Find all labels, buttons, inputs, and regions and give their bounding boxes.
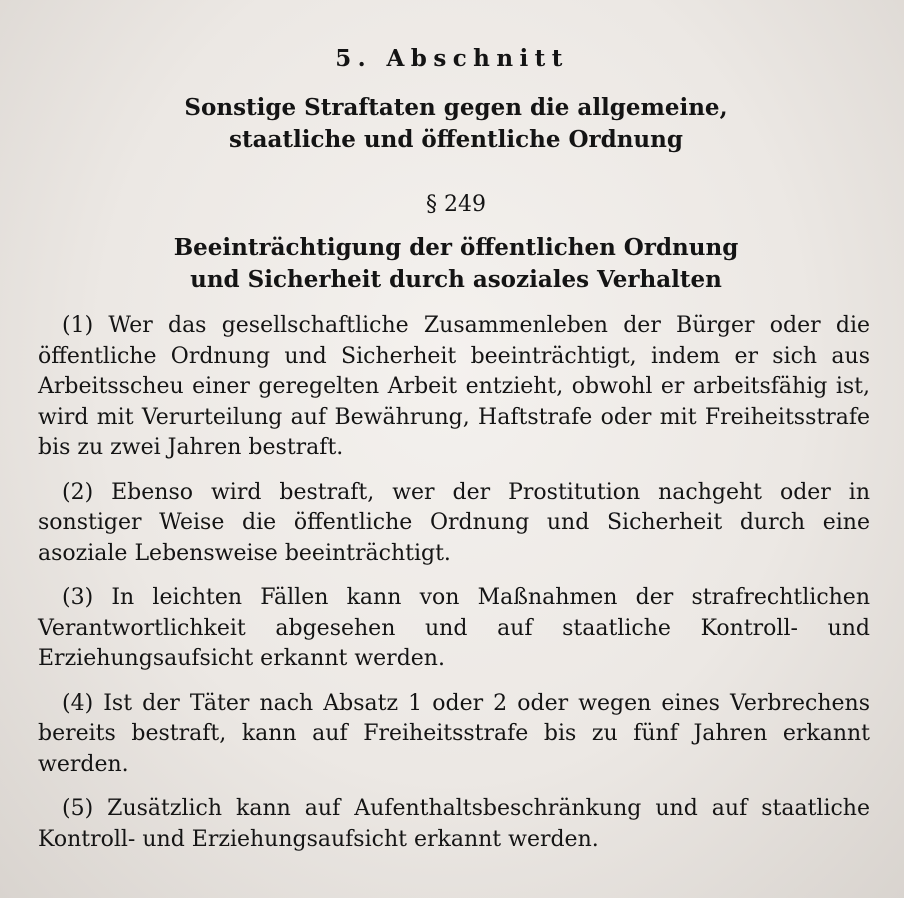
section-subtitle-line-1: Sonstige Straftaten gegen die allgemeine, — [184, 94, 728, 121]
section-subtitle — [0, 92, 904, 156]
paragraph-number: § 249 — [426, 192, 486, 217]
paragraph-heading-line-1: Beeinträchtigung der öffentlichen Ordnung — [173, 234, 739, 261]
clause-4: (4) Ist der Täter nach Absatz 1 oder 2 oder wegen eines Verbrechens bereits bestraft, kann auf Freiheitsstrafe bis zu fünf Jahren erkannt werden. — [38, 690, 870, 777]
paragraph-heading-line-2: und Sicherheit durch asoziales Verhalten — [190, 266, 722, 293]
clause-1: (1) Wer das gesellschaftliche Zusammenleben der Bürger oder die öffentliche Ordnung und Sicherheit beeinträchtigt, indem er sich aus Arbeitsscheu einer geregelten Arbeit entzieht, obwohl er arbeitsfähig ist, wird mit Verurteilung auf Bewährung, Haftstrafe oder mit Freiheitsstrafe bis zu zwei Jahren bestraft. — [38, 313, 870, 460]
section-subtitle-line-2: staatliche und öffentliche Ordnung — [229, 126, 683, 153]
paragraph-body — [38, 311, 870, 855]
clause-2: (2) Ebenso wird bestraft, wer der Prostitution nachgeht oder in sonstiger Weise die öffentliche Ordnung und Sicherheit durch eine asoziale Lebensweise beeinträchtigt. — [38, 479, 870, 566]
paragraph-heading — [0, 232, 904, 296]
section-title: 5. Abschnitt — [335, 45, 569, 72]
clause-3: (3) In leichten Fällen kann von Maßnahmen der strafrechtlichen Verantwortlichkeit abgesehen und auf staatliche Kontroll- und Erziehungsaufsicht erkannt werden. — [38, 585, 870, 671]
clause-5: (5) Zusätzlich kann auf Aufenthaltsbeschränkung und auf staatliche Kontroll- und Erziehungsaufsicht erkannt werden. — [38, 796, 870, 852]
